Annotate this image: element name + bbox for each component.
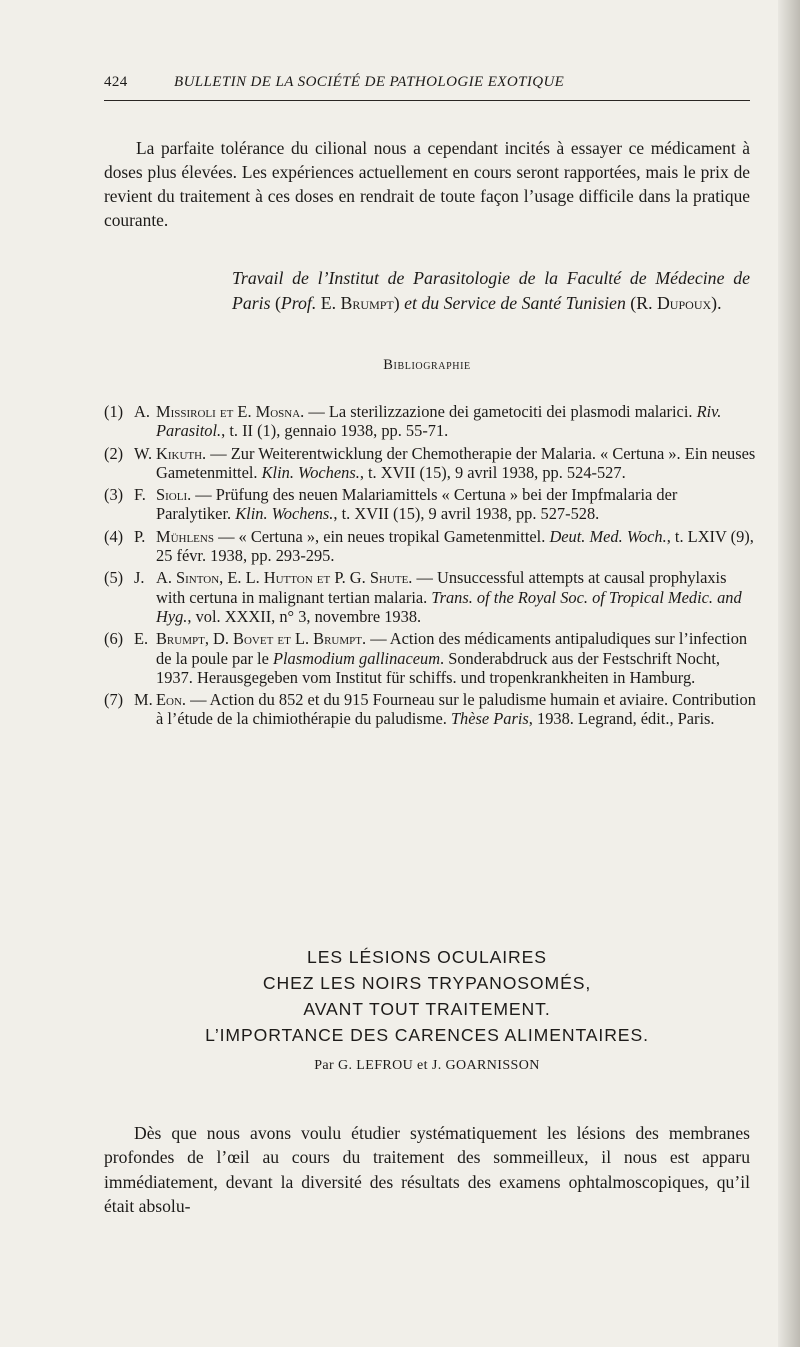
reference-text: — Zur Weiterentwicklung der Chemotherapie der Malaria. « Certuna ». Ein neuses Gametenmittel. [156, 443, 756, 482]
reference-rest: , t. XVII (15), 9 avril 1938, pp. 527-528. [333, 504, 600, 524]
credit-author: (R. Dupoux). [630, 292, 722, 313]
article-title [104, 944, 750, 1048]
reference-number: (7) [104, 690, 124, 710]
reference-item [104, 444, 756, 483]
reference-rest: , vol. XXXII, n° 3, novembre 1938. [187, 606, 422, 626]
page-edge-shadow [778, 0, 800, 1347]
reference-authors: Mühlens [156, 526, 214, 546]
reference-item [104, 485, 756, 524]
reference-item [104, 690, 756, 729]
reference-initial: P. [134, 526, 146, 546]
institution-credit [232, 266, 750, 316]
article-first-paragraph: Dès que nous avons voulu étudier systématiquement les lésions des membranes profondes de l’œil au cours du traitement des sommeilleux, il nous est apparu immédiatement, devant la diversité des résultats des examens ophtalmoscopiques, qu’il était absolu- [104, 1122, 750, 1217]
article-byline: Par G. LEFROU et J. GOARNISSON [314, 1058, 540, 1073]
reference-text: — Action des médicaments antipaludiques sur l’infection de la poule par le [156, 629, 748, 668]
bibliography-title: Bibliographie [383, 357, 471, 373]
reference-initial: W. [134, 443, 153, 463]
reference-text: — Action du 852 et du 915 Fourneau sur le paludisme humain et aviaire. Contribution à l’étude de la chimiothérapie du paludisme. [156, 690, 756, 729]
reference-number: (4) [104, 526, 124, 546]
reference-initial: J. [134, 568, 145, 588]
reference-text: — Prüfung des neuen Malariamittels « Certuna » bei der Impfmalaria der Paralytiker. [156, 485, 678, 524]
reference-authors: Missiroli et E. Mosna. [156, 402, 305, 421]
reference-text: — La sterilizzazione dei gametociti dei plasmodi malarici. [304, 402, 697, 421]
reference-rest: , 1938. Legrand, édit., Paris. [528, 709, 715, 729]
reference-initial: F. [134, 485, 146, 505]
reference-initial: E. [134, 629, 149, 649]
reference-journal: Thèse Paris [450, 709, 529, 729]
article-title-line: L’IMPORTANCE DES CARENCES ALIMENTAIRES. [205, 1025, 649, 1045]
reference-item [104, 402, 756, 441]
article-title-line: LES LÉSIONS OCULAIRES [307, 947, 547, 967]
intro-paragraph: La parfaite tolérance du cilional nous a cependant incités à essayer ce médicament à doses plus élevées. Les expériences actuellement en cours seront rapportées, mais le prix de revient du traitement à ces doses en rendrait de toute façon l’usage difficile dans la pratique courante. [104, 138, 750, 230]
reference-number: (5) [104, 568, 124, 588]
reference-number: (6) [104, 629, 124, 649]
reference-list [104, 402, 756, 732]
reference-rest: , t. LXIV (9), 25 févr. 1938, pp. 293-295. [156, 526, 754, 566]
reference-journal: Deut. Med. Woch. [549, 526, 667, 546]
credit-part1: Travail de l’Institut de Parasitologie de la Faculté de Médecine de Paris [232, 267, 750, 313]
reference-item [104, 568, 756, 626]
reference-authors: Kikuth. [156, 443, 207, 463]
reference-initial: M. [134, 690, 153, 710]
reference-number: (1) [104, 402, 124, 421]
credit-close-paren: ) [393, 292, 400, 313]
article-title-line: AVANT TOUT TRAITEMENT. [303, 999, 551, 1019]
reference-journal: Riv. Parasitol. [156, 402, 722, 441]
reference-number: (3) [104, 485, 124, 505]
reference-authors: A. Sinton, E. L. Hutton et P. G. Shute. [156, 568, 413, 588]
reference-journal: Klin. Wochens. [235, 504, 334, 524]
reference-item [104, 629, 756, 687]
credit-part2: et du Service de Santé Tunisien [404, 292, 626, 313]
reference-number: (2) [104, 443, 124, 463]
reference-journal: Trans. of the Royal Soc. of Tropical Medic. and Hyg. [156, 587, 742, 626]
article-title-line: CHEZ LES NOIRS TRYPANOSOMÉS, [262, 973, 592, 993]
page-number: 424 [104, 74, 128, 90]
credit-prof: Prof. [280, 292, 317, 313]
reference-initial: A. [134, 402, 150, 421]
reference-journal: Klin. Wochens. [261, 462, 360, 482]
reference-rest: . Sonderabdruck aus der Festschrift Nocht, 1937. Herausgegeben vom Institut für schiffs. und tropenkrankheiten in Hamburg. [156, 648, 720, 687]
reference-authors: Brumpt, D. Bovet et L. Brumpt. [156, 629, 367, 649]
running-title: BULLETIN DE LA SOCIÉTÉ DE PATHOLOGIE EXOTIQUE [174, 74, 565, 90]
reference-authors: Eon. [156, 690, 186, 710]
running-header [104, 74, 749, 98]
reference-authors: Sioli. [156, 485, 192, 505]
reference-journal: Plasmodium gallinaceum [272, 648, 441, 668]
header-rule [104, 100, 750, 101]
reference-item [104, 527, 756, 566]
reference-text: — « Certuna », ein neues tropikal Gametenmittel. [213, 526, 550, 546]
credit-open-paren: ( [275, 292, 281, 313]
reference-rest: , t. II (1), gennaio 1938, pp. 55-71. [221, 421, 449, 441]
reference-rest: , t. XVII (15), 9 avril 1938, pp. 524-527. [359, 462, 626, 482]
credit-prof-name: E. Brumpt [320, 292, 394, 313]
reference-text: — Unsuccessful attempts at causal prophylaxis with certuna in malignant tertian malaria. [156, 568, 727, 607]
